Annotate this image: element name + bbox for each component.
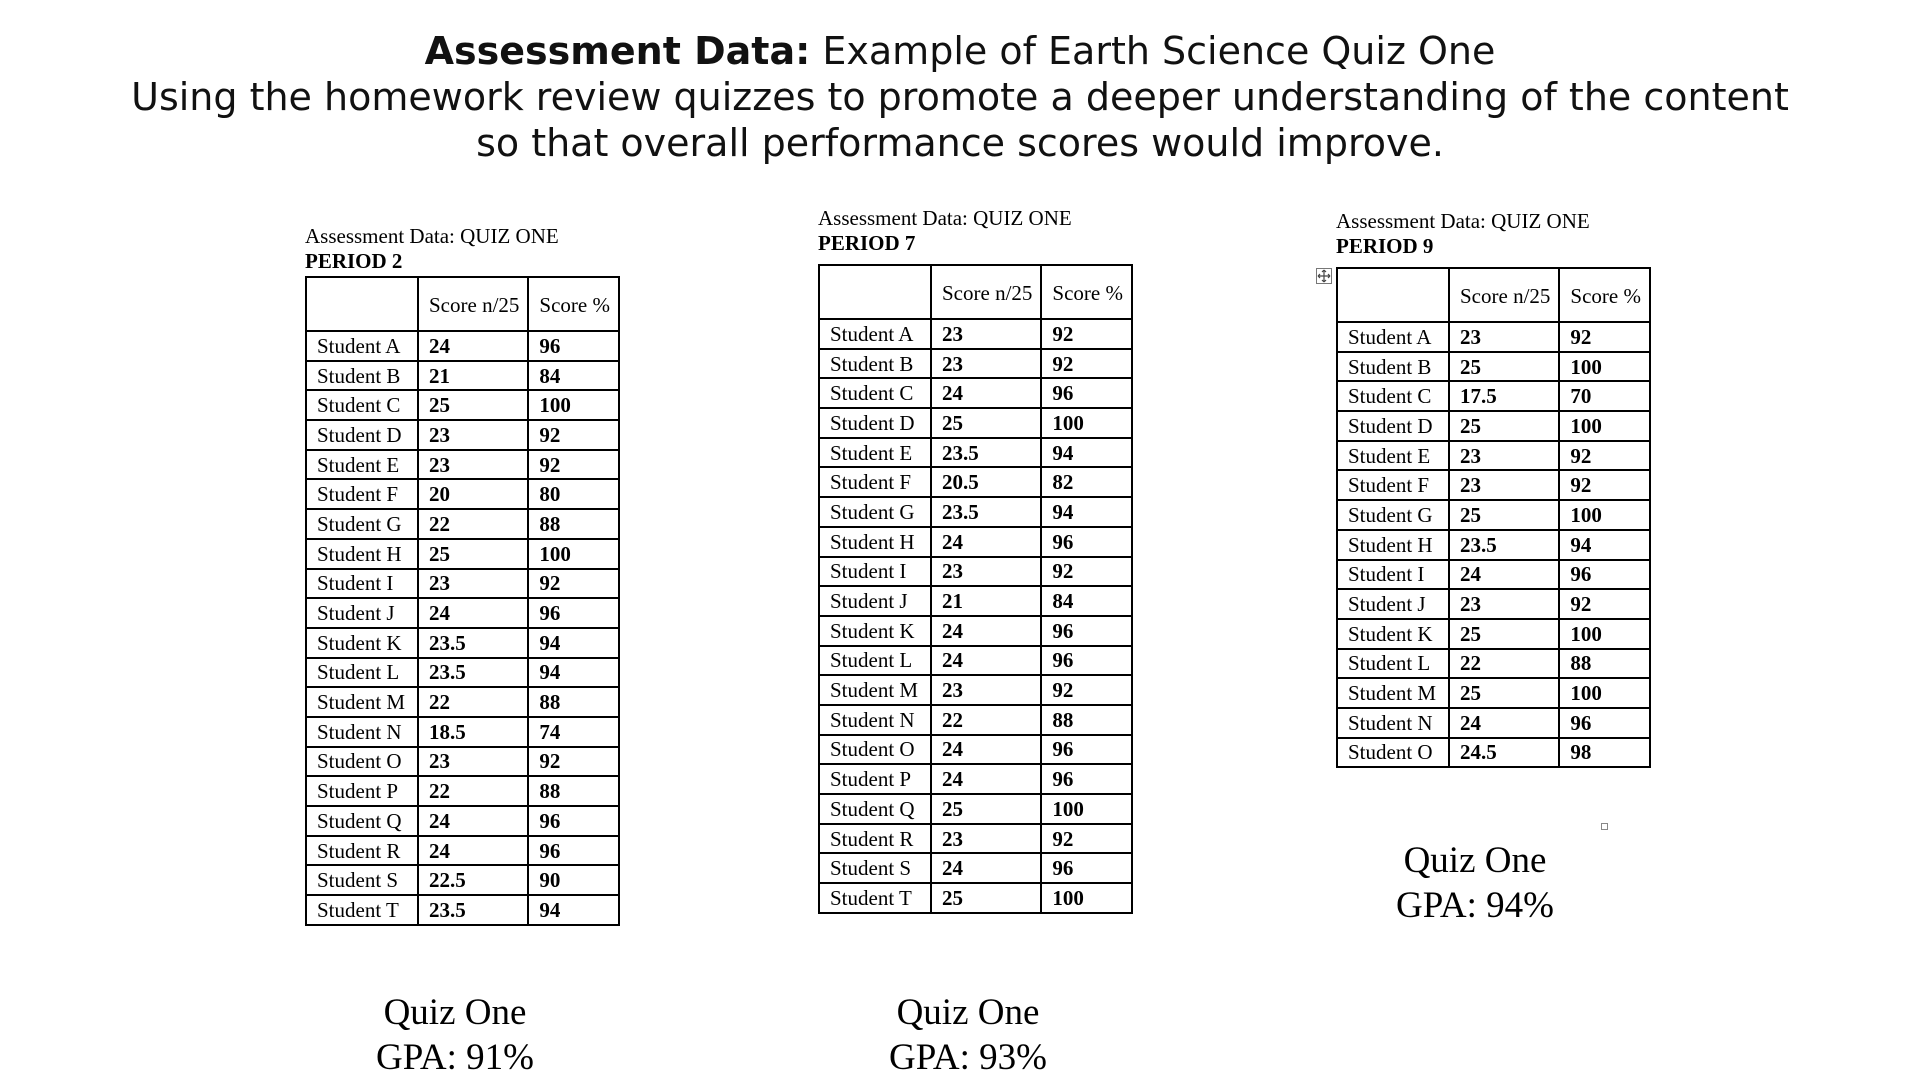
score-n25-cell: 25 [1449,500,1559,530]
student-name-cell: Student M [1337,678,1449,708]
score-n25-cell: 23 [931,557,1041,587]
student-name-cell: Student K [1337,619,1449,649]
header-score-n25: Score n/25 [418,277,528,331]
score-pct-cell: 82 [1041,467,1132,497]
score-pct-cell: 96 [528,598,619,628]
score-n25-cell: 23 [418,569,528,599]
score-n25-cell: 23.5 [931,497,1041,527]
score-pct-cell: 92 [1559,322,1650,352]
student-name-cell: Student P [306,776,418,806]
student-name-cell: Student B [1337,352,1449,382]
student-name-cell: Student S [819,853,931,883]
student-name-cell: Student R [819,824,931,854]
score-pct-cell: 92 [1041,349,1132,379]
score-n25-cell: 25 [418,539,528,569]
table-row [819,705,1132,735]
student-name-cell: Student E [819,438,931,468]
score-pct-cell: 70 [1559,381,1650,411]
table-row [306,450,619,480]
period-9-panel [1336,209,1651,768]
student-name-cell: Student L [819,646,931,676]
score-pct-cell: 84 [528,361,619,391]
table-row [819,646,1132,676]
student-name-cell: Student E [1337,441,1449,471]
header-score-pct: Score % [528,277,619,331]
score-n25-cell: 25 [931,883,1041,913]
header-score-pct: Score % [1559,268,1650,322]
student-name-cell: Student T [306,895,418,925]
table-row [819,764,1132,794]
student-name-cell: Student I [306,569,418,599]
score-pct-cell: 92 [528,747,619,777]
period-2-gpa [325,990,585,1080]
score-n25-cell: 24 [931,527,1041,557]
student-name-cell: Student A [1337,322,1449,352]
score-pct-cell: 96 [1559,560,1650,590]
table-row [1337,619,1650,649]
table-row [1337,738,1650,768]
score-pct-cell: 96 [528,806,619,836]
score-pct-cell: 92 [1041,319,1132,349]
score-pct-cell: 96 [1041,735,1132,765]
score-n25-cell: 23 [418,450,528,480]
score-pct-cell: 96 [1041,616,1132,646]
student-name-cell: Student G [1337,500,1449,530]
score-pct-cell: 92 [1559,441,1650,471]
panel-period: PERIOD 9 [1336,234,1434,258]
score-pct-cell: 92 [528,420,619,450]
header-score-n25: Score n/25 [1449,268,1559,322]
scores-table [305,276,620,926]
student-name-cell: Student H [306,539,418,569]
table-row [819,527,1132,557]
score-pct-cell: 96 [1041,378,1132,408]
score-n25-cell: 25 [1449,678,1559,708]
student-name-cell: Student S [306,865,418,895]
student-name-cell: Student E [306,450,418,480]
score-n25-cell: 23 [418,420,528,450]
student-name-cell: Student F [306,479,418,509]
table-move-handle-icon[interactable] [1316,268,1332,284]
student-name-cell: Student N [306,717,418,747]
score-n25-cell: 23.5 [931,438,1041,468]
header-blank-cell [306,277,418,331]
header-blank-cell [1337,268,1449,322]
score-pct-cell: 98 [1559,738,1650,768]
table-row [306,658,619,688]
student-name-cell: Student J [819,586,931,616]
panel-period: PERIOD 7 [818,231,916,255]
student-name-cell: Student N [1337,708,1449,738]
score-pct-cell: 88 [1041,705,1132,735]
score-pct-cell: 92 [1559,470,1650,500]
table-row [1337,322,1650,352]
score-n25-cell: 25 [931,408,1041,438]
score-n25-cell: 23 [418,747,528,777]
gpa-title: Quiz One [383,992,527,1033]
table-row [306,479,619,509]
student-name-cell: Student D [1337,411,1449,441]
score-n25-cell: 24 [1449,560,1559,590]
score-n25-cell: 22 [418,776,528,806]
score-pct-cell: 88 [528,687,619,717]
table-row [819,349,1132,379]
score-n25-cell: 24 [418,836,528,866]
score-pct-cell: 94 [1559,530,1650,560]
score-n25-cell: 23 [931,675,1041,705]
score-pct-cell: 92 [1559,589,1650,619]
table-row [306,569,619,599]
score-pct-cell: 80 [528,479,619,509]
score-n25-cell: 23 [1449,441,1559,471]
student-name-cell: Student J [306,598,418,628]
student-name-cell: Student P [819,764,931,794]
table-row [306,747,619,777]
score-pct-cell: 92 [528,569,619,599]
panel-caption: Assessment Data: QUIZ ONE [818,206,1072,230]
table-row [306,717,619,747]
score-pct-cell: 96 [1559,708,1650,738]
score-n25-cell: 21 [418,361,528,391]
score-n25-cell: 25 [1449,411,1559,441]
student-name-cell: Student F [819,467,931,497]
table-row [306,806,619,836]
table-row [819,616,1132,646]
score-pct-cell: 100 [1559,619,1650,649]
score-pct-cell: 94 [1041,497,1132,527]
score-pct-cell: 88 [1559,649,1650,679]
gpa-value: GPA: 91% [376,1037,534,1078]
score-n25-cell: 22 [418,687,528,717]
table-row [306,776,619,806]
table-row [306,331,619,361]
table-row [1337,500,1650,530]
period-2-panel [305,224,620,926]
score-pct-cell: 90 [528,865,619,895]
table-row [306,420,619,450]
header-score-pct: Score % [1041,265,1132,319]
table-row [819,497,1132,527]
table-row [1337,530,1650,560]
table-row [819,883,1132,913]
student-name-cell: Student C [306,390,418,420]
score-n25-cell: 25 [1449,352,1559,382]
score-n25-cell: 23 [931,349,1041,379]
student-name-cell: Student L [1337,649,1449,679]
score-pct-cell: 88 [528,776,619,806]
table-row [1337,649,1650,679]
table-row [306,539,619,569]
table-resize-handle-icon[interactable] [1601,823,1608,830]
student-name-cell: Student D [819,408,931,438]
score-n25-cell: 21 [931,586,1041,616]
score-pct-cell: 94 [1041,438,1132,468]
header-blank-cell [819,265,931,319]
student-name-cell: Student I [1337,560,1449,590]
score-n25-cell: 23 [1449,470,1559,500]
panel-caption: Assessment Data: QUIZ ONE [1336,209,1590,233]
score-pct-cell: 96 [528,331,619,361]
score-n25-cell: 24 [418,806,528,836]
table-row [1337,411,1650,441]
score-n25-cell: 24 [418,331,528,361]
table-row [819,675,1132,705]
score-pct-cell: 84 [1041,586,1132,616]
student-name-cell: Student M [819,675,931,705]
table-header-row [819,265,1132,319]
student-name-cell: Student C [1337,381,1449,411]
score-n25-cell: 22.5 [418,865,528,895]
table-row [819,735,1132,765]
score-n25-cell: 22 [1449,649,1559,679]
table-row [306,687,619,717]
title-line-3: so that overall performance scores would improve. [476,121,1444,165]
score-pct-cell: 100 [1041,408,1132,438]
gpa-value: GPA: 93% [889,1037,1047,1078]
table-row [819,378,1132,408]
score-pct-cell: 100 [1559,411,1650,441]
table-row [1337,560,1650,590]
panel-period: PERIOD 2 [305,249,403,273]
table-row [819,557,1132,587]
score-n25-cell: 25 [1449,619,1559,649]
student-name-cell: Student J [1337,589,1449,619]
score-pct-cell: 96 [1041,853,1132,883]
student-name-cell: Student B [819,349,931,379]
score-n25-cell: 24 [931,378,1041,408]
score-pct-cell: 88 [528,509,619,539]
table-header-row [1337,268,1650,322]
table-row [819,467,1132,497]
score-pct-cell: 92 [1041,675,1132,705]
score-pct-cell: 100 [1041,883,1132,913]
table-row [819,319,1132,349]
period-7-gpa [838,990,1098,1080]
score-pct-cell: 100 [1041,794,1132,824]
slide-title [0,28,1920,166]
period-9-gpa [1345,838,1605,928]
score-pct-cell: 100 [528,539,619,569]
score-pct-cell: 94 [528,658,619,688]
student-name-cell: Student R [306,836,418,866]
score-n25-cell: 23 [931,824,1041,854]
table-row [1337,352,1650,382]
student-name-cell: Student O [819,735,931,765]
title-bold-prefix: Assessment Data: [424,29,811,73]
score-pct-cell: 92 [1041,824,1132,854]
score-pct-cell: 100 [1559,500,1650,530]
header-score-n25: Score n/25 [931,265,1041,319]
score-pct-cell: 92 [1041,557,1132,587]
panel-caption: Assessment Data: QUIZ ONE [305,224,559,248]
gpa-value: GPA: 94% [1396,885,1554,926]
score-n25-cell: 20 [418,479,528,509]
student-name-cell: Student I [819,557,931,587]
gpa-title: Quiz One [896,992,1040,1033]
student-name-cell: Student A [306,331,418,361]
table-row [1337,708,1650,738]
score-n25-cell: 23.5 [418,658,528,688]
score-n25-cell: 18.5 [418,717,528,747]
student-name-cell: Student A [819,319,931,349]
gpa-title: Quiz One [1403,840,1547,881]
table-row [1337,441,1650,471]
score-pct-cell: 92 [528,450,619,480]
score-n25-cell: 25 [418,390,528,420]
score-pct-cell: 100 [1559,352,1650,382]
student-name-cell: Student C [819,378,931,408]
student-name-cell: Student T [819,883,931,913]
student-name-cell: Student K [306,628,418,658]
score-pct-cell: 94 [528,628,619,658]
score-pct-cell: 100 [528,390,619,420]
score-n25-cell: 20.5 [931,467,1041,497]
student-name-cell: Student H [1337,530,1449,560]
table-row [819,586,1132,616]
score-n25-cell: 24.5 [1449,738,1559,768]
score-n25-cell: 24 [931,764,1041,794]
score-pct-cell: 96 [1041,527,1132,557]
table-row [1337,678,1650,708]
scores-table[interactable] [1336,267,1651,768]
title-line-1-rest: Example of Earth Science Quiz One [810,29,1496,73]
student-name-cell: Student Q [819,794,931,824]
title-line-1 [0,28,1920,74]
score-n25-cell: 25 [931,794,1041,824]
score-pct-cell: 96 [528,836,619,866]
student-name-cell: Student G [819,497,931,527]
table-row [306,628,619,658]
score-n25-cell: 24 [931,616,1041,646]
score-n25-cell: 23.5 [1449,530,1559,560]
score-n25-cell: 24 [931,853,1041,883]
table-row [306,390,619,420]
student-name-cell: Student O [1337,738,1449,768]
student-name-cell: Student D [306,420,418,450]
student-name-cell: Student M [306,687,418,717]
score-n25-cell: 23.5 [418,628,528,658]
score-pct-cell: 74 [528,717,619,747]
score-n25-cell: 24 [931,646,1041,676]
student-name-cell: Student H [819,527,931,557]
score-pct-cell: 96 [1041,764,1132,794]
table-row [306,598,619,628]
student-name-cell: Student L [306,658,418,688]
table-row [819,408,1132,438]
student-name-cell: Student K [819,616,931,646]
student-name-cell: Student O [306,747,418,777]
table-row [306,509,619,539]
table-row [1337,589,1650,619]
table-row [819,794,1132,824]
student-name-cell: Student N [819,705,931,735]
table-row [306,865,619,895]
score-n25-cell: 22 [418,509,528,539]
score-n25-cell: 23 [1449,589,1559,619]
table-row [1337,470,1650,500]
table-header-row [306,277,619,331]
score-n25-cell: 17.5 [1449,381,1559,411]
score-n25-cell: 24 [1449,708,1559,738]
student-name-cell: Student G [306,509,418,539]
score-n25-cell: 24 [418,598,528,628]
table-row [306,361,619,391]
student-name-cell: Student Q [306,806,418,836]
score-n25-cell: 23.5 [418,895,528,925]
table-row [306,895,619,925]
score-pct-cell: 94 [528,895,619,925]
score-n25-cell: 23 [1449,322,1559,352]
score-n25-cell: 23 [931,319,1041,349]
score-n25-cell: 22 [931,705,1041,735]
student-name-cell: Student B [306,361,418,391]
title-line-2: Using the homework review quizzes to promote a deeper understanding of the content [131,75,1789,119]
table-row [819,853,1132,883]
scores-table [818,264,1133,914]
score-pct-cell: 96 [1041,646,1132,676]
table-row [306,836,619,866]
period-7-panel [818,206,1133,914]
table-row [1337,381,1650,411]
score-n25-cell: 24 [931,735,1041,765]
table-row [819,438,1132,468]
student-name-cell: Student F [1337,470,1449,500]
score-pct-cell: 100 [1559,678,1650,708]
table-row [819,824,1132,854]
